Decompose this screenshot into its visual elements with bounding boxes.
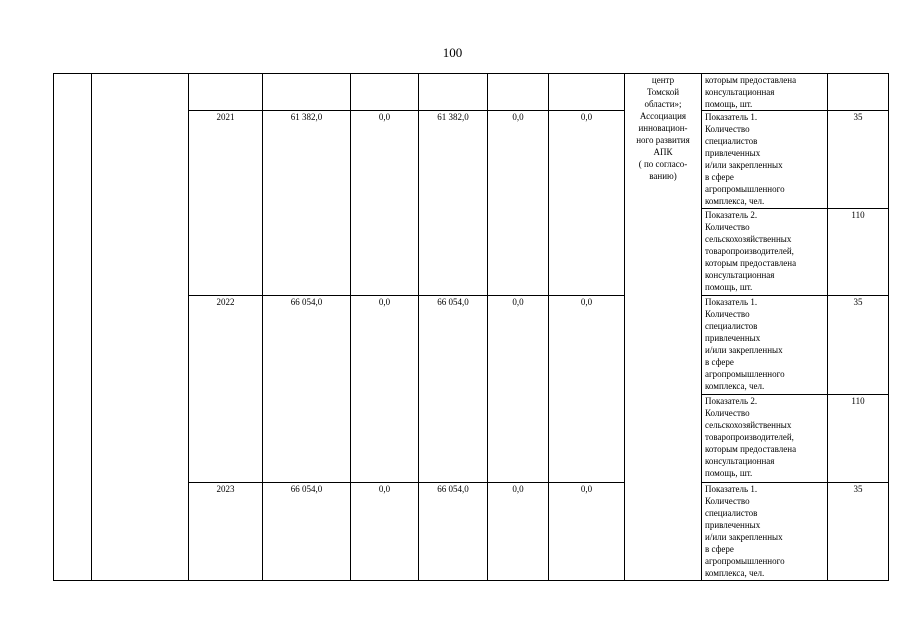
indicator-value-cell: 110 <box>828 395 889 483</box>
year-cell: 2023 <box>189 483 263 581</box>
indicator-value-cell: 35 <box>828 296 889 395</box>
indicator-value-cell: 110 <box>828 209 889 296</box>
indicator-cell: Показатель 1. Количество специалистов привлеченных и/или закрепленных в сфере агропромышленного комплекса, чел. <box>702 111 828 209</box>
organization-cell: центр Томской области»; Ассоциация инновацион- ного развития АПК ( по согласо- ванию) <box>625 74 702 581</box>
budget-table <box>53 73 889 581</box>
indicator-value-cell: 35 <box>828 483 889 581</box>
indicator-cell: Показатель 1. Количество специалистов привлеченных и/или закрепленных в сфере агропромышленного комплекса, чел. <box>702 483 828 581</box>
extra-budget-cell: 0,0 <box>549 111 625 296</box>
federal-cell: 0,0 <box>351 296 419 483</box>
federal-cell: 0,0 <box>351 111 419 296</box>
event-name-cell <box>92 74 189 581</box>
local-cell <box>488 74 549 111</box>
indicator-cell: Показатель 1. Количество специалистов привлеченных и/или закрепленных в сфере агропромышленного комплекса, чел. <box>702 296 828 395</box>
total-cell: 66 054,0 <box>263 296 351 483</box>
regional-cell: 66 054,0 <box>419 296 488 483</box>
indicator-cell: Показатель 2. Количество сельскохозяйственных товаропроизводителей, которым предоставлена консультационная помощь, шт. <box>702 395 828 483</box>
year-cell: 2021 <box>189 111 263 296</box>
table-row <box>54 74 889 111</box>
local-cell: 0,0 <box>488 296 549 483</box>
local-cell: 0,0 <box>488 111 549 296</box>
page-number: 100 <box>442 45 463 60</box>
number-cell <box>54 74 92 581</box>
regional-cell <box>419 74 488 111</box>
indicator-cell: которым предоставлена консультационная помощь, шт. <box>702 74 828 111</box>
total-cell <box>263 74 351 111</box>
year-cell: 2022 <box>189 296 263 483</box>
federal-cell <box>351 74 419 111</box>
local-cell: 0,0 <box>488 483 549 581</box>
regional-cell: 66 054,0 <box>419 483 488 581</box>
indicator-cell: Показатель 2. Количество сельскохозяйственных товаропроизводителей, которым предоставлена консультационная помощь, шт. <box>702 209 828 296</box>
federal-cell: 0,0 <box>351 483 419 581</box>
regional-cell: 61 382,0 <box>419 111 488 296</box>
indicator-value-cell: 35 <box>828 111 889 209</box>
extra-budget-cell: 0,0 <box>549 483 625 581</box>
total-cell: 66 054,0 <box>263 483 351 581</box>
extra-budget-cell: 0,0 <box>549 296 625 483</box>
extra-budget-cell <box>549 74 625 111</box>
indicator-value-cell <box>828 74 889 111</box>
total-cell: 61 382,0 <box>263 111 351 296</box>
year-cell <box>189 74 263 111</box>
